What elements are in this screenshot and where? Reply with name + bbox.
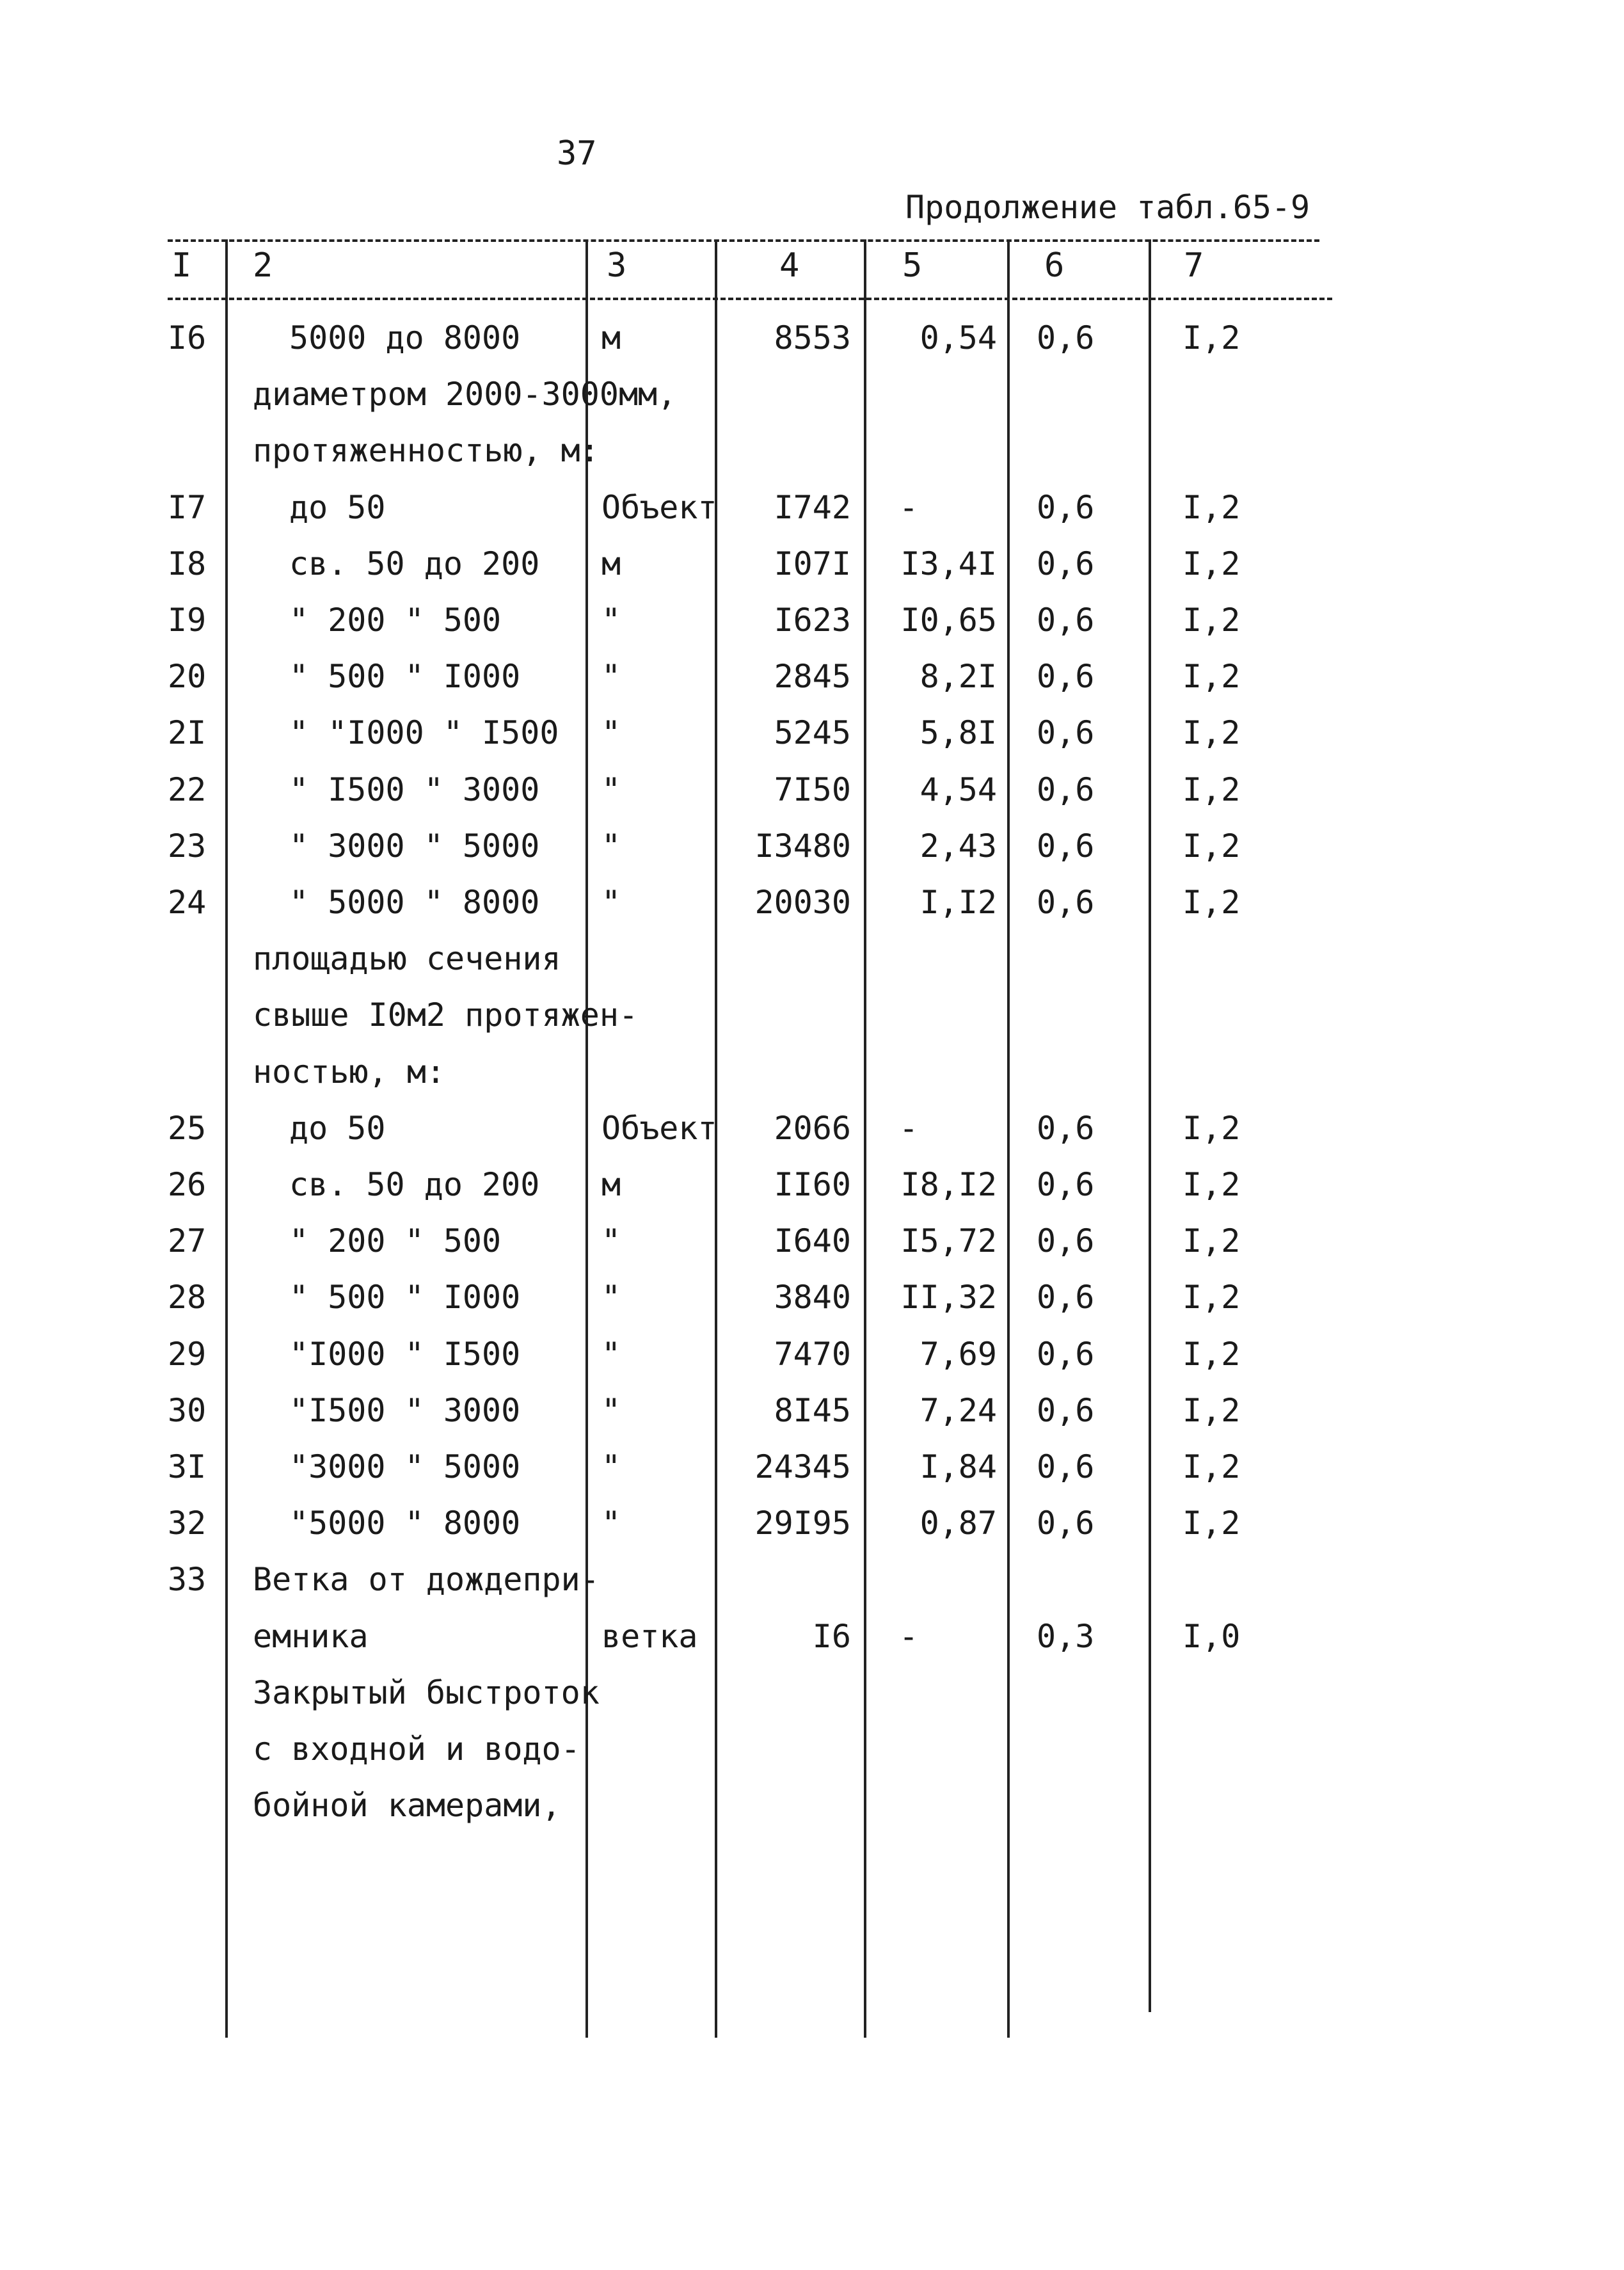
row-description: до 50 [289,488,386,526]
row-description: св. 50 до 200 [289,1166,540,1203]
row-col-7: I,2 [1182,1505,1241,1542]
row-col-4: I07I [774,545,851,582]
row-description: " 200 " 500 [289,1222,502,1260]
row-col-5: 8,2I [919,658,997,696]
row-col-5: I0,65 [900,602,997,639]
row-description: " 5000 " 8000 [289,884,540,921]
row-description: св. 50 до 200 [289,545,540,582]
row-col-7: I,2 [1182,602,1241,639]
table-row [0,657,1624,714]
table-row [0,1786,1624,1842]
header-col-2: 2 [253,246,273,285]
row-number: 23 [168,827,207,865]
row-col-4: 24345 [754,1448,851,1485]
table-row [0,1448,1624,1504]
row-unit: " [601,884,621,921]
row-col-7: I,2 [1182,1109,1241,1147]
row-col-4: 3840 [774,1279,851,1316]
row-number: 3I [168,1448,207,1485]
row-unit: " [601,827,621,865]
header-top-rule [168,239,1319,242]
row-unit: " [601,1505,621,1542]
row-col-6: 0,6 [1037,1335,1095,1373]
table-row [0,1165,1624,1222]
header-col-5: 5 [902,246,923,285]
row-number: I7 [168,488,207,526]
table-row [0,319,1624,375]
table-row [0,1674,1624,1730]
row-description: " 3000 " 5000 [289,827,540,865]
table-row [0,1617,1624,1674]
row-col-7: I,2 [1182,1279,1241,1316]
header-col-3: 3 [607,246,627,285]
row-description: бойной камерами, [253,1787,561,1825]
row-description: протяженностью, м: [253,432,600,470]
row-description: " I500 " 3000 [289,771,540,808]
row-col-7: I,2 [1182,319,1241,356]
row-col-4: 5245 [774,714,851,752]
row-col-6: 0,6 [1037,1166,1095,1203]
row-col-6: 0,6 [1037,1279,1095,1316]
row-col-7: I,2 [1182,884,1241,921]
row-col-4: 29I95 [754,1505,851,1542]
table-row [0,545,1624,601]
row-unit: " [601,1279,621,1316]
row-col-4: I640 [774,1222,851,1260]
row-description: емника [253,1617,369,1655]
row-unit: м [601,319,621,356]
row-description: " 500 " I000 [289,1279,521,1316]
row-unit: Объект [601,1109,717,1147]
row-col-7: I,2 [1182,771,1241,808]
table-row [0,883,1624,939]
row-col-5: 7,69 [919,1335,997,1373]
table-row [0,375,1624,431]
row-col-5: I3,4I [900,545,997,582]
row-col-6: 0,6 [1037,1448,1095,1485]
row-unit: " [601,1222,621,1260]
row-col-7: I,2 [1182,658,1241,696]
table-row [0,1335,1624,1391]
row-col-4: 7I50 [774,771,851,808]
header-col-6: 6 [1044,246,1065,285]
row-unit: Объект [601,488,717,526]
row-col-6: 0,6 [1037,827,1095,865]
row-col-6: 0,6 [1037,1505,1095,1542]
row-col-6: 0,6 [1037,658,1095,696]
row-number: 32 [168,1505,207,1542]
row-unit: " [601,771,621,808]
row-col-5: I8,I2 [900,1166,997,1203]
row-number: 27 [168,1222,207,1260]
row-col-6: 0,6 [1037,488,1095,526]
row-col-5: - [899,1617,919,1655]
row-description: "3000 " 5000 [289,1448,521,1485]
row-unit: " [601,1335,621,1373]
table-row [0,1053,1624,1109]
row-col-6: 0,6 [1037,884,1095,921]
table-row [0,1109,1624,1165]
row-number: 28 [168,1279,207,1316]
row-col-4: II60 [774,1166,851,1203]
row-unit: ветка [601,1617,698,1655]
table-row [0,1504,1624,1560]
row-col-6: 0,6 [1037,319,1095,356]
table-row [0,1222,1624,1278]
row-unit: " [601,1391,621,1429]
row-col-7: I,2 [1182,1222,1241,1260]
row-col-6: 0,6 [1037,1109,1095,1147]
row-col-7: I,2 [1182,714,1241,752]
row-col-5: - [899,1109,919,1147]
row-col-4: I742 [774,488,851,526]
row-col-6: 0,6 [1037,1391,1095,1429]
row-number: 22 [168,771,207,808]
row-description: ностью, м: [253,1053,446,1091]
header-col-7: 7 [1184,246,1204,285]
row-description: Ветка от дождепри- [253,1561,600,1599]
row-col-4: I3480 [754,827,851,865]
row-unit: " [601,602,621,639]
row-col-5: - [899,488,919,526]
row-col-6: 0,6 [1037,545,1095,582]
row-description: до 50 [289,1109,386,1147]
row-description: площадью сечения [253,940,561,978]
row-col-6: 0,6 [1037,714,1095,752]
row-number: 25 [168,1109,207,1147]
row-col-4: 2066 [774,1109,851,1147]
row-number: 24 [168,884,207,921]
row-col-4: 8553 [774,319,851,356]
row-col-7: I,2 [1182,1335,1241,1373]
row-number: I6 [168,319,207,356]
row-col-5: 0,54 [919,319,997,356]
row-col-6: 0,6 [1037,1222,1095,1260]
row-col-5: 2,43 [919,827,997,865]
row-description: "5000 " 8000 [289,1505,521,1542]
row-col-5: I,I2 [919,884,997,921]
row-description: 5000 до 8000 [289,319,521,356]
row-number: 29 [168,1335,207,1373]
row-number: I9 [168,602,207,639]
row-description: "I000 " I500 [289,1335,521,1373]
row-unit: м [601,1166,621,1203]
row-number: 2I [168,714,207,752]
header-col-4: 4 [779,246,800,285]
row-col-6: 0,3 [1037,1617,1095,1655]
table-row [0,1278,1624,1334]
row-number: 30 [168,1391,207,1429]
table-row [0,1560,1624,1617]
table-row [0,431,1624,488]
row-col-5: 7,24 [919,1391,997,1429]
header-col-1: I [171,246,192,285]
table-row [0,771,1624,827]
table-row [0,714,1624,770]
row-col-5: 0,87 [919,1505,997,1542]
table-row [0,996,1624,1052]
header-bottom-rule [168,298,1332,300]
table-row [0,488,1624,545]
row-col-7: I,2 [1182,545,1241,582]
table-row [0,1730,1624,1786]
table-row [0,827,1624,883]
row-col-7: I,2 [1182,1448,1241,1485]
page-number: 37 [557,134,597,173]
row-col-6: 0,6 [1037,602,1095,639]
row-col-4: 7470 [774,1335,851,1373]
row-unit: " [601,714,621,752]
row-col-7: I,2 [1182,1391,1241,1429]
table-caption: Продолжение табл.65-9 [905,189,1310,226]
row-col-7: I,2 [1182,827,1241,865]
row-col-5: II,32 [900,1279,997,1316]
row-unit: " [601,1448,621,1485]
row-number: 20 [168,658,207,696]
row-description: "I500 " 3000 [289,1391,521,1429]
row-description: Закрытый быстроток [253,1674,600,1711]
table-row [0,601,1624,657]
row-col-7: I,2 [1182,488,1241,526]
row-col-7: I,0 [1182,1617,1241,1655]
row-number: 33 [168,1561,207,1599]
row-number: I8 [168,545,207,582]
row-description: свыше I0м2 протяжен- [253,996,639,1034]
row-col-5: 4,54 [919,771,997,808]
row-description: " 500 " I000 [289,658,521,696]
row-col-4: I623 [774,602,851,639]
row-col-5: I5,72 [900,1222,997,1260]
row-description: " "I000 " I500 [289,714,559,752]
row-description: диаметром 2000-3000мм, [253,376,677,413]
table-row [0,939,1624,996]
row-col-4: 20030 [754,884,851,921]
row-col-4: 8I45 [774,1391,851,1429]
table-row [0,1391,1624,1448]
row-col-5: I,84 [919,1448,997,1485]
row-col-6: 0,6 [1037,771,1095,808]
row-unit: " [601,658,621,696]
row-col-7: I,2 [1182,1166,1241,1203]
row-description: с входной и водо- [253,1730,580,1768]
row-col-4: 2845 [774,658,851,696]
row-col-5: 5,8I [919,714,997,752]
row-number: 26 [168,1166,207,1203]
row-unit: м [601,545,621,582]
row-description: " 200 " 500 [289,602,502,639]
row-col-4: I6 [812,1617,851,1655]
